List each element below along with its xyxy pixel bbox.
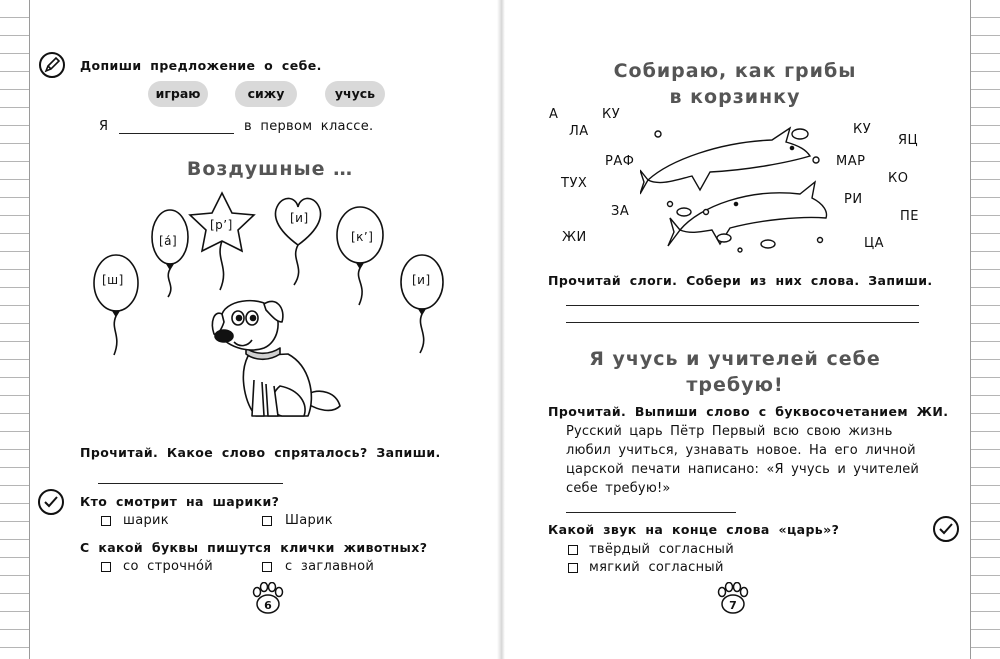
pencil-icon bbox=[39, 52, 65, 78]
word-option-igrayu: играю bbox=[148, 81, 208, 107]
page-number-left: 6 bbox=[264, 599, 272, 612]
heading-learn-line1: Я учусь и учителей себе bbox=[589, 348, 881, 370]
word-option-sizhu: сижу bbox=[235, 81, 297, 107]
heading-collect-line1: Собираю, как грибы bbox=[613, 60, 857, 82]
zhi-word-answer-line bbox=[566, 512, 736, 513]
syllable-yats: ЯЦ bbox=[898, 133, 919, 148]
checkbox-capital[interactable] bbox=[262, 562, 272, 572]
sentence-start: Я bbox=[99, 119, 109, 134]
heading-collect-line2: в корзинку bbox=[669, 86, 801, 108]
paragraph-line-1: Русский царь Пётр Первый всю свою жизнь bbox=[566, 424, 893, 439]
option-sharik-lowercase: шарик bbox=[123, 513, 169, 528]
heading-vozdushnye: Воздушные … bbox=[186, 158, 354, 180]
checkbox-sharik-lowercase[interactable] bbox=[101, 516, 111, 526]
checkbox-hard-consonant[interactable] bbox=[568, 545, 578, 555]
question-who-looks: Кто смотрит на шарики? bbox=[80, 494, 280, 509]
syllable-zhi: ЖИ bbox=[562, 230, 587, 245]
collect-words-line-1 bbox=[566, 305, 919, 306]
balloon-sound-4: [и] bbox=[290, 211, 309, 225]
syllable-ri: РИ bbox=[844, 192, 863, 207]
syllable-mar: МАР bbox=[836, 154, 866, 169]
syllable-la: ЛА bbox=[569, 124, 589, 139]
paragraph-line-2: любил учиться, узнавать новое. На его личной bbox=[566, 443, 916, 458]
word-option-uchus: учусь bbox=[325, 81, 385, 107]
question-sound-end: Какой звук на конце слова «царь»? bbox=[548, 522, 840, 537]
question-pet-names-letter: С какой буквы пишутся клички животных? bbox=[80, 540, 428, 555]
left-notebook-lines bbox=[0, 0, 30, 659]
check-icon bbox=[38, 489, 64, 515]
collect-words-line-2 bbox=[566, 322, 919, 323]
syllable-a: А bbox=[549, 107, 559, 122]
balloon-sound-6: [и] bbox=[412, 273, 431, 287]
heading-learn-line2: требую! bbox=[686, 374, 784, 396]
balloon-sound-3: [р’] bbox=[210, 218, 233, 232]
sentence-answer-line bbox=[119, 133, 234, 134]
checkbox-soft-consonant[interactable] bbox=[568, 563, 578, 573]
option-capital: с заглавной bbox=[285, 559, 375, 574]
page-number-right: 7 bbox=[729, 599, 737, 612]
sentence-end: в первом классе. bbox=[244, 119, 374, 134]
syllable-ko: КО bbox=[888, 171, 909, 186]
dog-illustration bbox=[208, 296, 348, 424]
book-spine bbox=[497, 0, 505, 659]
checkbox-sharik-capital[interactable] bbox=[262, 516, 272, 526]
paragraph-line-3: царской печати написано: «Я учусь и учителей bbox=[566, 462, 920, 477]
syllable-tukh: ТУХ bbox=[561, 176, 588, 191]
option-lowercase: со строчно́й bbox=[123, 559, 214, 574]
option-soft-consonant: мягкий согласный bbox=[589, 560, 724, 575]
paragraph-line-4: себе требую!» bbox=[566, 481, 671, 496]
syllable-pe: ПЕ bbox=[900, 209, 919, 224]
peter-paragraph bbox=[566, 422, 926, 498]
syllable-tsa: ЦА bbox=[864, 236, 884, 251]
syllable-raf: РАФ bbox=[605, 154, 635, 169]
syllable-ku-1: КУ bbox=[602, 107, 621, 122]
syllable-ku-2: КУ bbox=[853, 122, 872, 137]
sharks-illustration bbox=[640, 120, 830, 260]
checkbox-lowercase[interactable] bbox=[101, 562, 111, 572]
task-hidden-word: Прочитай. Какое слово спряталось? Запиши. bbox=[80, 445, 441, 460]
balloon-sound-5: [к’] bbox=[351, 230, 374, 244]
syllable-za: ЗА bbox=[611, 204, 630, 219]
option-hard-consonant: твёрдый согласный bbox=[589, 542, 734, 557]
option-sharik-capital: Шарик bbox=[285, 513, 333, 528]
task-complete-sentence: Допиши предложение о себе. bbox=[80, 58, 322, 73]
hidden-word-answer-line bbox=[98, 483, 283, 484]
balloon-sound-2: [а́] bbox=[159, 234, 178, 248]
right-notebook-lines bbox=[970, 0, 1000, 659]
task-collect-words: Прочитай слоги. Собери из них слова. Запиши. bbox=[548, 273, 933, 288]
balloon-sound-1: [ш] bbox=[102, 273, 124, 287]
task-write-zhi-word: Прочитай. Выпиши слово с буквосочетанием ЖИ. bbox=[548, 404, 949, 419]
check-icon bbox=[933, 516, 959, 542]
